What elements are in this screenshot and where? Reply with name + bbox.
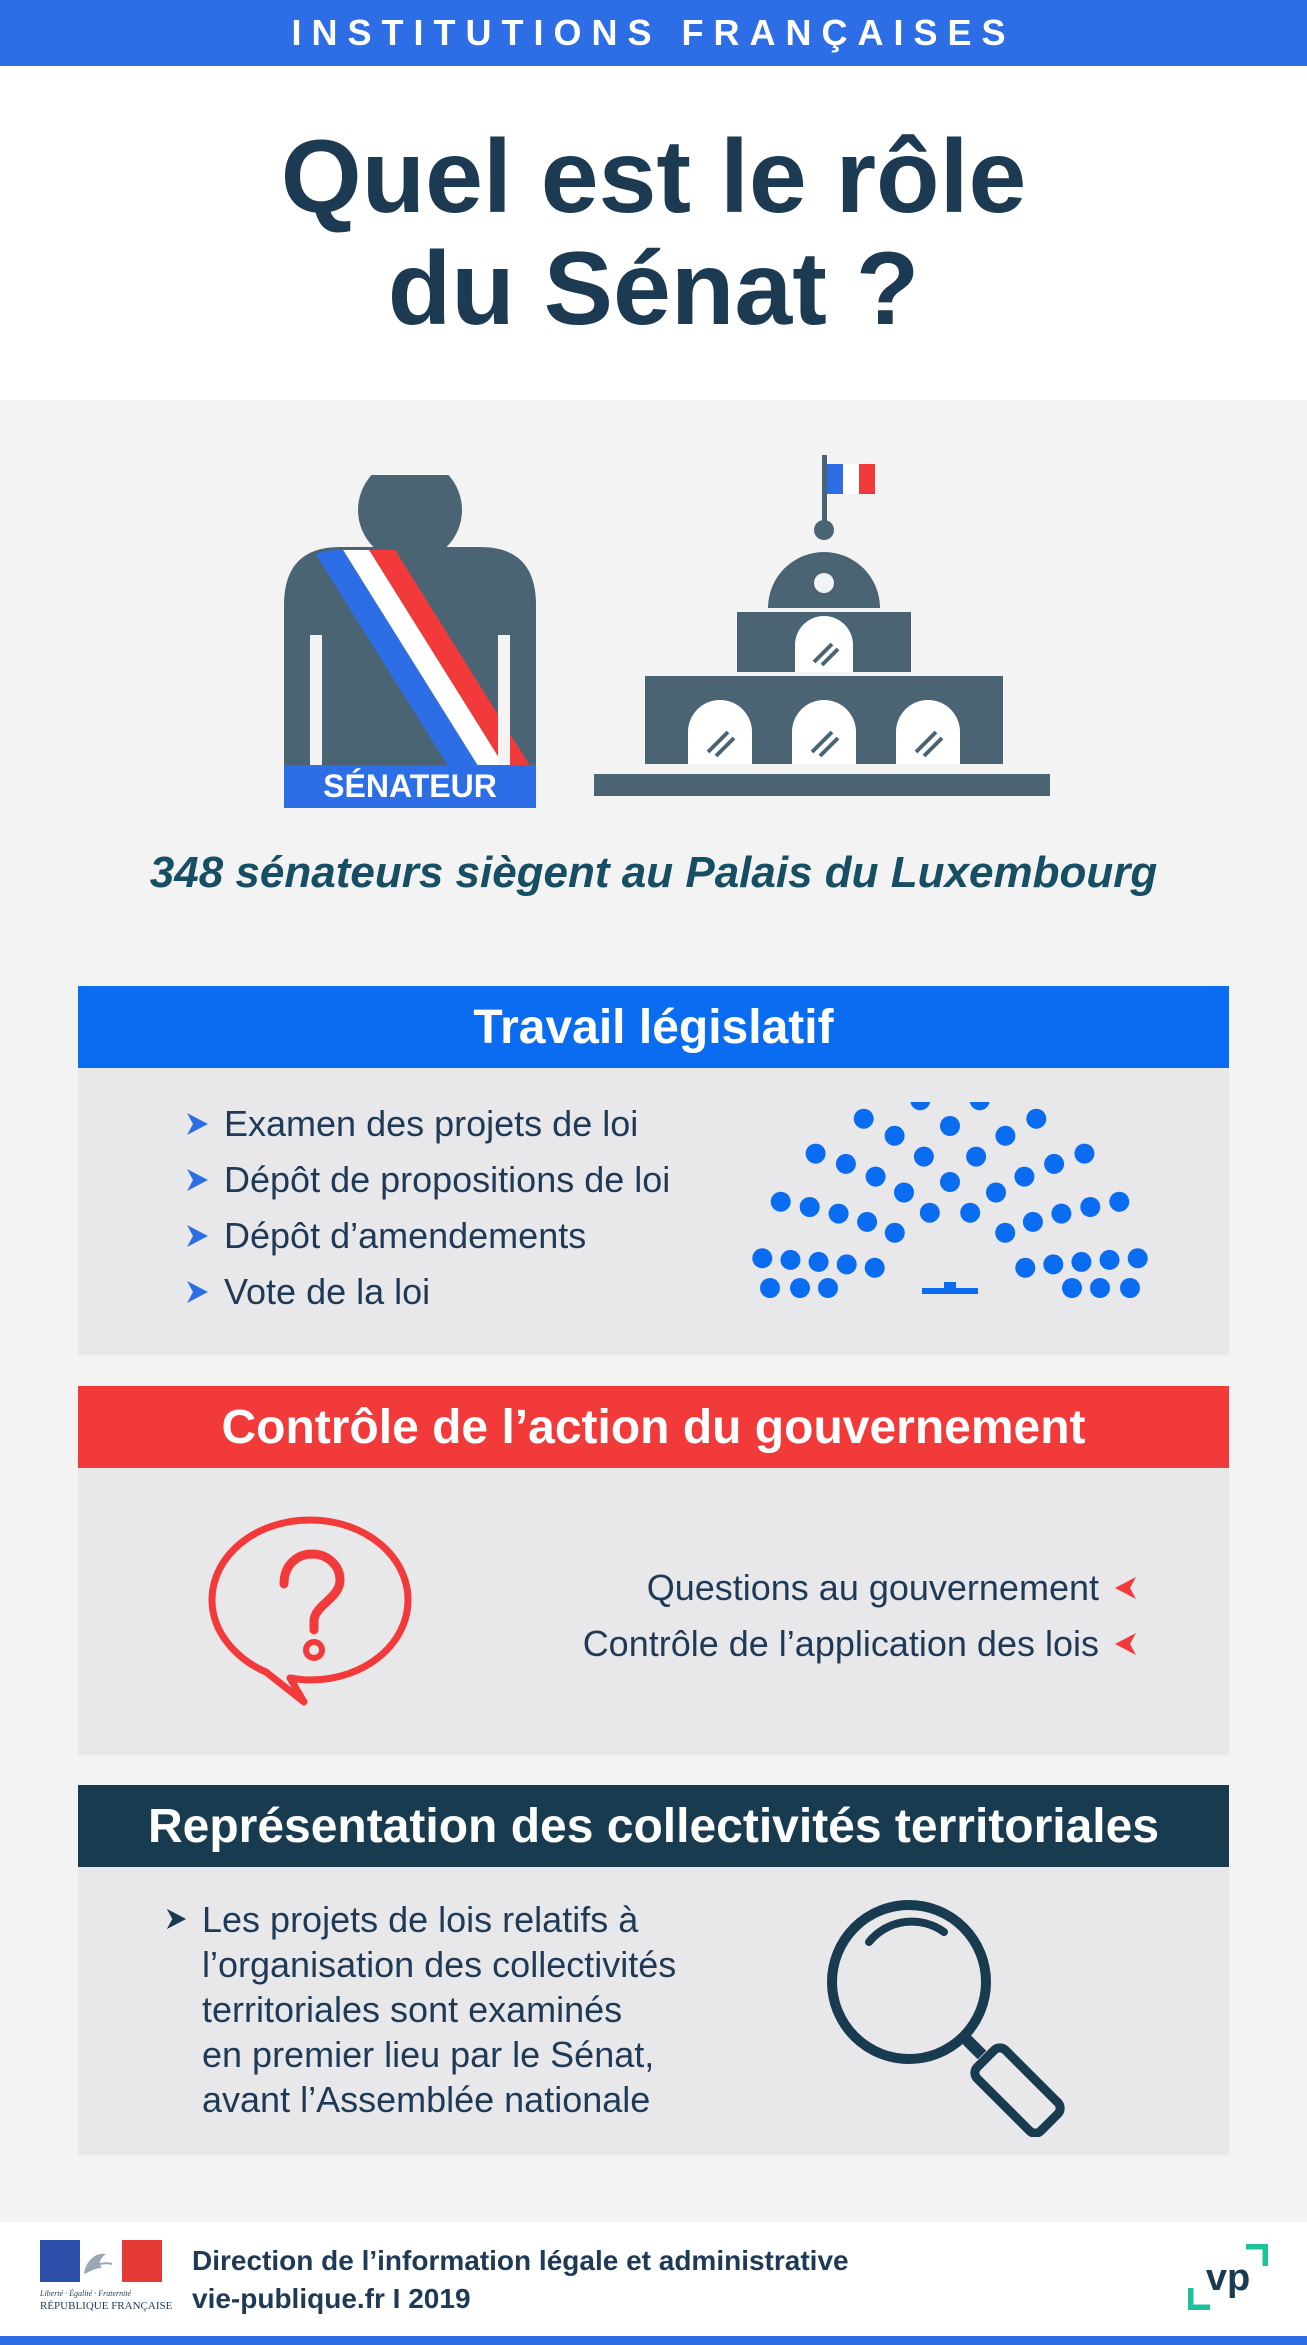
seat-dot	[920, 1203, 940, 1223]
list-item	[184, 1096, 670, 1152]
seat-dot	[1044, 1154, 1064, 1174]
list-item-label: Examen des projets de loi	[224, 1103, 639, 1144]
section-title-legislative: Travail législatif	[78, 986, 1229, 1068]
seat-dot	[960, 1203, 980, 1223]
section-body-control	[78, 1468, 1229, 1755]
vp-logo-icon	[1188, 2244, 1268, 2310]
seat-dot	[857, 1212, 877, 1232]
seat-dot	[914, 1147, 934, 1167]
chevron-left-icon	[1113, 1631, 1139, 1657]
footer-credits	[192, 2242, 849, 2318]
seat-dot	[771, 1192, 791, 1212]
seat-dot	[760, 1278, 780, 1298]
footer-line2: vie-publique.fr I 2019	[192, 2283, 471, 2314]
seat-dot	[865, 1258, 885, 1278]
seat-dot	[885, 1223, 905, 1243]
paragraph-line: en premier lieu par le Sénat,	[202, 2034, 655, 2075]
list-item-label: Dépôt de propositions de loi	[224, 1159, 671, 1200]
seat-dot	[781, 1250, 801, 1270]
paragraph-line: avant l’Assemblée nationale	[202, 2079, 651, 2120]
seat-dot	[966, 1147, 986, 1167]
seat-dot	[1014, 1167, 1034, 1187]
seat-dot	[1080, 1197, 1100, 1217]
hemicycle-icon	[750, 1102, 1150, 1302]
legislative-bullets	[184, 1096, 670, 1320]
chevron-right-icon	[184, 1223, 210, 1249]
section-title-control: Contrôle de l’action du gouvernement	[78, 1386, 1229, 1468]
republic-motto: Liberté · Égalité · Fraternité	[40, 2289, 132, 2298]
seat-dot	[1015, 1258, 1035, 1278]
seat-dot	[1109, 1192, 1129, 1212]
list-item-label: Questions au gouvernement	[646, 1567, 1099, 1608]
seat-dot	[910, 1102, 930, 1110]
seat-dot	[866, 1167, 886, 1187]
seat-dot	[829, 1204, 849, 1224]
republic-label: RÉPUBLIQUE FRANÇAISE	[40, 2300, 173, 2312]
title-area	[0, 66, 1307, 400]
palace-icon	[592, 450, 1052, 810]
chevron-right-icon	[184, 1111, 210, 1137]
senator-icon	[280, 475, 540, 810]
chevron-right-icon	[184, 1167, 210, 1193]
category-banner: INSTITUTIONS FRANÇAISES	[0, 0, 1307, 66]
seat-dot	[752, 1248, 772, 1268]
section-body-legislative	[78, 1068, 1229, 1355]
seat-dot	[809, 1252, 829, 1272]
seat-dot	[1051, 1204, 1071, 1224]
chevron-right-icon	[164, 1907, 188, 1931]
paragraph-line: l’organisation des collectivités	[202, 1944, 677, 1985]
section-body-representation	[78, 1867, 1229, 2155]
seat-dot	[1026, 1109, 1046, 1129]
page-title-line1: Quel est le rôle	[280, 119, 1027, 235]
seat-dot	[1090, 1278, 1110, 1298]
footer-stripe	[0, 2336, 1307, 2345]
tribune-desk	[922, 1282, 978, 1294]
seat-dot	[885, 1126, 905, 1146]
list-item	[583, 1560, 1139, 1616]
list-item-label: Dépôt d’amendements	[224, 1215, 587, 1256]
seat-dot	[986, 1183, 1006, 1203]
list-item-label: Vote de la loi	[224, 1271, 431, 1312]
seat-dot	[800, 1197, 820, 1217]
seat-dot	[1071, 1252, 1091, 1272]
seat-dot	[1062, 1278, 1082, 1298]
seat-dot	[940, 1116, 960, 1136]
list-item	[184, 1264, 670, 1320]
paragraph-line: territoriales sont examinés	[202, 1989, 623, 2030]
vp-logo-text: vp	[1205, 2257, 1251, 2299]
seat-dot	[806, 1144, 826, 1164]
seat-dot	[1043, 1254, 1063, 1274]
seat-dot	[854, 1109, 874, 1129]
senators-subtitle: 348 sénateurs siègent au Palais du Luxembourg	[149, 848, 1158, 897]
control-bullets	[583, 1560, 1139, 1672]
seat-dot	[970, 1102, 990, 1110]
seat-dot	[836, 1154, 856, 1174]
seat-dot	[1074, 1144, 1094, 1164]
list-item	[583, 1616, 1139, 1672]
seat-dot	[818, 1278, 838, 1298]
seat-dot	[1128, 1248, 1148, 1268]
list-item	[184, 1152, 670, 1208]
seat-dot	[940, 1172, 960, 1192]
section-title-representation: Représentation des collectivités territoriales	[78, 1785, 1229, 1867]
seat-dot	[837, 1254, 857, 1274]
page-title-line2: du Sénat ?	[387, 231, 920, 347]
question-bubble-icon	[200, 1512, 420, 1712]
seat-dot	[1023, 1212, 1043, 1232]
seat-dot	[995, 1223, 1015, 1243]
sash-label: SÉNATEUR	[323, 768, 497, 804]
seat-dot	[995, 1126, 1015, 1146]
list-item	[184, 1208, 670, 1264]
paragraph-line: Les projets de lois relatifs à	[202, 1899, 639, 1940]
seat-dot	[1120, 1278, 1140, 1298]
footer-line1: Direction de l’information légale et administrative	[192, 2245, 849, 2276]
seat-dot	[790, 1278, 810, 1298]
chevron-left-icon	[1113, 1575, 1139, 1601]
list-item-label: Contrôle de l’application des lois	[582, 1623, 1099, 1664]
representation-paragraph	[202, 1897, 676, 2122]
magnifier-icon	[814, 1887, 1074, 2137]
seat-dot	[894, 1183, 914, 1203]
seat-dot	[1100, 1250, 1120, 1270]
chevron-right-icon	[184, 1279, 210, 1305]
